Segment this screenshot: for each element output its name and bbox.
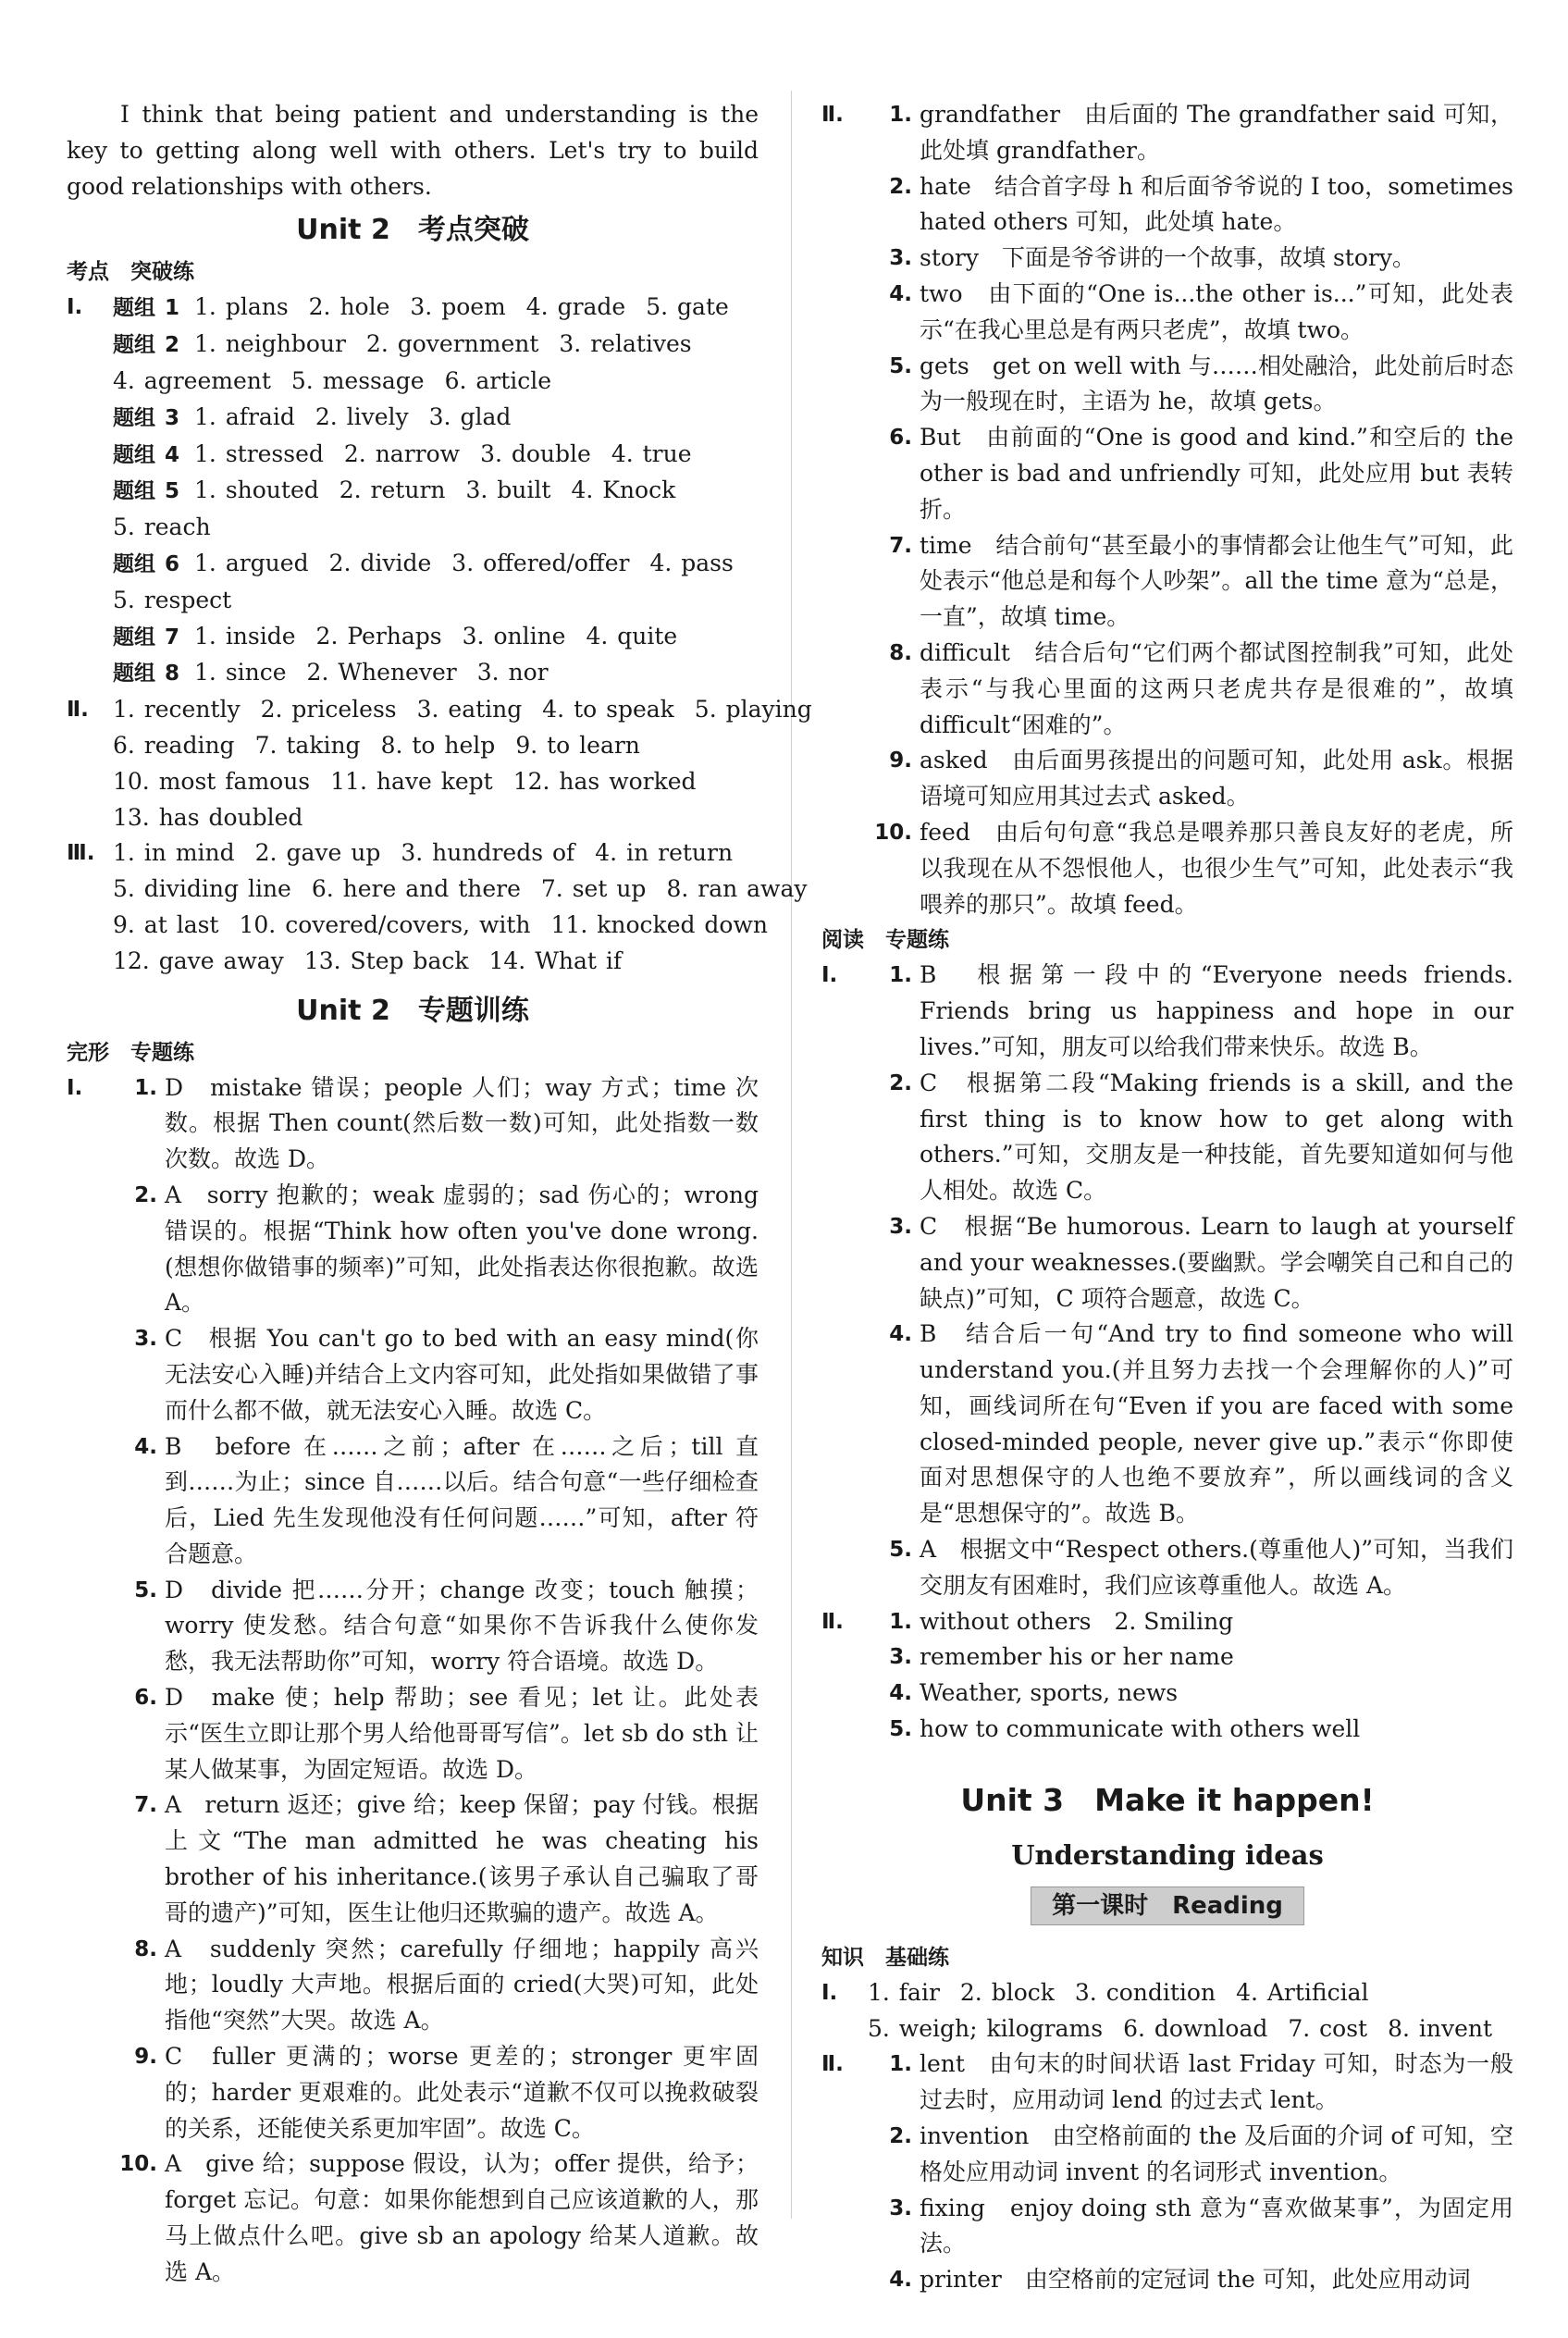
lesson-banner: 第一课时 Reading (1031, 1886, 1304, 1925)
section-kaodian: 考点 突破练 (67, 260, 194, 285)
answer-item: 3. nor (476, 659, 549, 687)
part3-line (67, 908, 768, 944)
group-line (67, 437, 759, 474)
answer-item: 2. government (365, 330, 539, 358)
fill-text: grandfather 由后面的 The grandfather said 可知，此处填 grandfather。 (920, 101, 1513, 164)
group-label: 题组 7 (113, 625, 180, 649)
group-line (67, 290, 759, 327)
answer-item: 14. What if (488, 946, 623, 974)
group-items (113, 400, 759, 437)
cloze-text: C 根据 You can't go to bed with an easy mind(你无法安心入睡)并结合上文内容可知，此处指如果做错了事而什么都不做，就无法安心入睡。故选 C。 (165, 1325, 759, 1424)
fill-text: time 结合前句“甚至最小的事情都会让他生气”可知，此处表示“他总是和每个人吵架”。all the time 意为“总是，一直”，故填 time。 (920, 531, 1513, 631)
fill-question (821, 815, 1513, 922)
cloze-text: D make 使；help 帮助；see 看见；let 让。此处表示“医生立即让那个男人给他哥哥写信”。let sb do sth 让某人做某事，为固定短语。故选 D。 (165, 1684, 759, 1783)
intro-paragraph: I think that being patient and understanding is the key to getting along well with others. Let's try to build good relationships with others. (67, 101, 759, 200)
cloze-label (67, 1788, 113, 1931)
part3-items (113, 944, 759, 980)
zs2-text: fixing enjoy doing sth 意为“喜欢做某事”，为固定用法。 (920, 2194, 1513, 2258)
cloze-text: A return 返还；give 给；keep 保留；pay 付钱。根据上文“The man admitted he was cheating his brother of his inheritance.(该男子承认自己骗取了哥哥的遗产)”可知，医生让他归还欺骗的遗产。故选 A。 (165, 1791, 759, 1926)
answer-item: 11. have kept (330, 767, 493, 795)
zs2-label (821, 2119, 868, 2191)
reading-number: 4. (889, 1322, 912, 1347)
zhishi-part2 (821, 2047, 1513, 2298)
answer-item: 3. online (462, 622, 566, 649)
part3-answers (67, 835, 808, 979)
group-items (113, 655, 759, 692)
reading2-question (821, 1712, 1513, 1748)
zs2-number: 2. (889, 2124, 912, 2149)
cloze-question (67, 1680, 759, 1788)
section-wanxing: 完形 专题练 (67, 1040, 194, 1065)
zs2-text: lent 由句末的时间状语 last Friday 可知，时态为一般过去时，应用动词 lend 的过去式 lent。 (920, 2050, 1513, 2114)
answer-item: 4. Artificial (1236, 1978, 1369, 2006)
zs2-number: 3. (889, 2196, 912, 2220)
part3-items (113, 835, 759, 872)
zs2-question (821, 2262, 1513, 2298)
fill-number: 5. (889, 353, 912, 378)
answer-item: 4. true (611, 439, 692, 467)
answer-item: 4. in return (595, 839, 734, 867)
group-line (67, 510, 759, 546)
cloze-number: 9. (134, 2045, 157, 2070)
fill-explanations (821, 97, 1513, 922)
group-label: 题组 1 (113, 296, 180, 321)
answer-item: 5. respect (113, 586, 232, 613)
fill-question (821, 420, 1513, 527)
cloze-label (67, 1932, 113, 2039)
answer-item: 1. since (194, 659, 287, 687)
zs1-label: Ⅰ. (821, 1980, 838, 2005)
zs1-line (821, 1975, 1513, 2011)
cloze-number: 10. (119, 2152, 157, 2177)
reading2-number: 5. (889, 1717, 912, 1742)
reading2-number: 1. (889, 1609, 912, 1634)
group-items (113, 473, 759, 510)
fill-text: asked 由后面男孩提出的问题可知，此处用 ask。根据语境可知应用其过去式 asked。 (920, 747, 1513, 810)
zs1-items (868, 1975, 1513, 2011)
fill-number: 7. (889, 533, 912, 558)
reading2-text: without others 2. Smiling (920, 1607, 1234, 1635)
zs2-label (821, 2262, 868, 2298)
answer-item: 5. dividing line (113, 875, 291, 903)
answer-item: 4. grade (525, 293, 626, 321)
answer-item: 2. divide (328, 549, 432, 576)
answer-item: 5. gate (646, 293, 729, 321)
answer-item: 7. taking (254, 731, 361, 759)
part2-items (113, 692, 833, 728)
part2-items (113, 728, 759, 764)
part-label (67, 510, 113, 546)
part2-label (67, 764, 113, 800)
part2-line (67, 728, 759, 764)
cloze-label (67, 2146, 113, 2290)
answer-item: 2. narrow (343, 439, 461, 467)
reading2-answers (821, 1604, 1513, 1748)
answer-item: 1. stressed (194, 439, 324, 467)
reading-label: Ⅰ. (821, 963, 838, 988)
group-line (67, 473, 759, 510)
part-label (67, 583, 113, 619)
answer-item: 1. in mind (113, 839, 235, 867)
reading2-question (821, 1604, 1513, 1640)
reading2-label (821, 1712, 868, 1748)
fill-text: story 下面是爷爷讲的一个故事，故填 story。 (920, 244, 1415, 272)
group-line (67, 619, 759, 656)
cloze-number: 7. (134, 1793, 157, 1818)
answer-item: 1. afraid (194, 402, 295, 430)
fill-question (821, 241, 1513, 277)
fill-text: gets get on well with 与……相处融洽，此处前后时态为一般现在时，主语为 he，故填 gets。 (920, 352, 1513, 415)
reading2-label: Ⅱ. (821, 1609, 844, 1634)
answer-item: 9. at last (113, 910, 219, 938)
cloze-label (67, 1680, 113, 1788)
answer-item: 6. download (1123, 2014, 1268, 2042)
answer-item: 9. to learn (515, 731, 640, 759)
part-label (67, 437, 113, 474)
answer-item: 3. condition (1074, 1978, 1216, 2006)
cloze-number: 8. (134, 1936, 157, 1961)
fill-label (821, 349, 868, 421)
group-line (67, 546, 759, 583)
reading2-question (821, 1639, 1513, 1676)
fill-number: 9. (889, 748, 912, 773)
fill-question (821, 277, 1513, 349)
part-label (67, 473, 113, 510)
fill-question (821, 636, 1513, 743)
fill-label (821, 420, 868, 527)
reading-number: 5. (889, 1538, 912, 1563)
group-items (113, 619, 759, 656)
answer-item: 1. plans (194, 293, 289, 321)
part2-items (113, 764, 759, 800)
fill-text: hate 结合首字母 h 和后面爷爷说的 I too，sometimes hated others 可知，此处填 hate。 (920, 172, 1513, 236)
cloze-question (67, 1429, 759, 1573)
part2-label: Ⅱ. (67, 698, 89, 723)
answer-item: 1. fair (868, 1978, 940, 2006)
zs2-text: printer 由空格前的定冠词 the 可知，此处应用动词 (920, 2266, 1471, 2294)
fill-label (821, 241, 868, 277)
cloze-label (67, 1573, 113, 1680)
answer-item: 12. gave away (113, 946, 284, 974)
answer-item: 6. here and there (311, 875, 521, 903)
zs2-number: 1. (889, 2052, 912, 2077)
fill-text: difficult 结合后句“它们两个都试图控制我”可知，此处表示“与我心里面的这两只老虎共存是很难的”，故填 difficult“困难的”。 (920, 638, 1513, 738)
part3-items (113, 872, 827, 908)
section-yuedu: 阅读 专题练 (821, 928, 949, 953)
reading-label (821, 1532, 868, 1604)
fill-text: But 由前面的“One is good and kind.”和空后的 the other is bad and unfriendly 可知，此处应用 but 表转折。 (920, 424, 1513, 523)
answer-item: 3. hundreds of (401, 839, 575, 867)
reading-question (821, 1209, 1513, 1317)
answer-item: 3. relatives (559, 330, 692, 358)
answer-item: 1. shouted (194, 476, 319, 504)
part3-label: Ⅲ. (67, 841, 95, 866)
cloze-question (67, 2039, 759, 2146)
part3-label (67, 872, 113, 908)
fill-number: 1. (889, 103, 912, 127)
part-label: Ⅰ. (67, 295, 83, 320)
answer-item: 2. block (959, 1978, 1055, 2006)
reading2-text: how to communicate with others well (920, 1715, 1361, 1743)
cloze-question (67, 1932, 759, 2039)
group-line (67, 327, 759, 364)
zs2-label: Ⅱ. (821, 2052, 844, 2077)
fill-number: 4. (889, 281, 912, 306)
reading-question (821, 958, 1513, 1065)
part-label (67, 546, 113, 583)
part3-label (67, 944, 113, 980)
answer-item: 3. glad (428, 402, 512, 430)
fill-number: 3. (889, 246, 912, 271)
group-items (113, 583, 759, 619)
cloze-number: 6. (134, 1686, 157, 1711)
part2-line (67, 764, 759, 800)
answer-item: 7. cost (1288, 2014, 1368, 2042)
zs2-question (821, 2191, 1513, 2263)
group-items (113, 290, 759, 327)
part2-answers (67, 692, 812, 835)
cloze-label (67, 1178, 113, 1321)
group-label: 题组 3 (113, 405, 180, 430)
answer-item: 3. offered/offer (451, 549, 630, 576)
cloze-label (67, 1321, 113, 1429)
group-label: 题组 6 (113, 551, 180, 576)
part3-line (67, 872, 808, 908)
cloze-label (67, 2039, 113, 2146)
zs2-text: invention 由空格前面的 the 及后面的介词 of 可知，空格处应用动词 invent 的名词形式 invention。 (920, 2122, 1513, 2185)
group-line (67, 400, 759, 437)
answer-item: 1. inside (194, 622, 296, 649)
cloze-question (67, 1321, 759, 1429)
answer-item: 11. knocked down (550, 910, 768, 938)
fill-question (821, 349, 1513, 421)
answer-item: 3. poem (410, 293, 506, 321)
group-line (67, 583, 759, 619)
fill-label (821, 743, 868, 815)
cloze-question (67, 1788, 759, 1931)
answer-item: 2. lively (315, 402, 409, 430)
fill-question (821, 169, 1513, 241)
zs2-question (821, 2047, 1513, 2119)
part2-line (67, 800, 759, 836)
group-line (67, 364, 759, 400)
reading-number: 3. (889, 1214, 912, 1239)
reading2-number: 3. (889, 1645, 912, 1670)
answer-item: 4. to speak (542, 696, 674, 724)
answer-item: 2. hole (308, 293, 390, 321)
answer-item: 5. reach (113, 513, 211, 541)
part2-label (67, 728, 113, 764)
reading-label (821, 1066, 868, 1209)
reading2-label (821, 1676, 868, 1712)
answer-item: 5. weigh; kilograms (868, 2014, 1104, 2042)
reading2-text: Weather, sports, news (920, 1679, 1179, 1707)
part3-label (67, 908, 113, 944)
answer-item: 6. article (444, 366, 552, 394)
unit2-kaodian-title: Unit 2 考点突破 (296, 214, 529, 247)
cloze-number: 2. (134, 1182, 157, 1207)
cloze-label: Ⅰ. (67, 1075, 83, 1100)
answer-item: 12. has worked (512, 767, 697, 795)
fill-text: two 由下面的“One is...the other is...”可知，此处表示“在我心里总是有两只老虎”，故填 two。 (920, 279, 1513, 343)
fill-question (821, 97, 1513, 169)
fill-text: feed 由后句句意“我总是喂养那只善良友好的老虎，所以我现在从不怨恨他人，也很少生气”可知，此处表示“我喂养的那只”。故填 feed。 (920, 818, 1513, 918)
answer-item: 2. priceless (260, 696, 397, 724)
zs1-line (821, 2011, 1513, 2047)
reading-number: 2. (889, 1070, 912, 1095)
answer-item: 3. eating (416, 696, 523, 724)
fill-label (821, 528, 868, 636)
cloze-text: D divide 把……分开；change 改变；touch 触摸；worry 使发愁。结合句意“如果你不告诉我什么使你发愁，我无法帮助你”可知，worry 符合语境。故选 D。 (165, 1576, 759, 1676)
cloze-text: A give 给；suppose 假设，认为；offer 提供，给予；forget 忘记。句意：如果你能想到自己应该道歉的人，那马上做点什么吧。give sb an apology 给某人道歉。故选 A。 (165, 2150, 759, 2285)
unit2-zhuanti-title: Unit 2 专题训练 (296, 994, 529, 1027)
fill-number: 10. (874, 820, 912, 845)
answer-item: 8. invent (1388, 2014, 1493, 2042)
cloze-text: A suddenly 突然；carefully 仔细地；happily 高兴地；loudly 大声地。根据后面的 cried(大哭)可知，此处指他“突然”大哭。故选 A。 (165, 1935, 759, 2035)
part-label (67, 400, 113, 437)
part2-label (67, 800, 113, 836)
answer-item: 4. Knock (571, 476, 676, 504)
fill-label: Ⅱ. (821, 103, 844, 127)
reading2-number: 4. (889, 1681, 912, 1706)
answer-item: 13. has doubled (113, 803, 303, 831)
part-label (67, 364, 113, 400)
section-zhishi: 知识 基础练 (821, 1945, 949, 1970)
reading-number: 1. (889, 963, 912, 988)
zhishi-part1 (821, 1975, 1513, 2047)
group-label: 题组 5 (113, 479, 180, 504)
answer-item: 2. Whenever (306, 659, 457, 687)
answer-item: 2. Perhaps (315, 622, 442, 649)
reading2-question (821, 1676, 1513, 1712)
cloze-label (67, 1429, 113, 1573)
answer-item: 1. argued (194, 549, 309, 576)
reading-label (821, 1317, 868, 1532)
answer-item: 3. built (465, 476, 551, 504)
group-label: 题组 2 (113, 333, 180, 358)
reading-explanations (821, 958, 1513, 1603)
part-label (67, 619, 113, 656)
answer-item: 4. agreement (113, 366, 271, 394)
answer-item: 2. return (339, 476, 446, 504)
part3-line (67, 835, 759, 872)
answer-item: 7. set up (540, 875, 647, 903)
fill-number: 8. (889, 640, 912, 665)
reading-question (821, 1066, 1513, 1209)
part-label (67, 327, 113, 364)
fill-label (821, 169, 868, 241)
fill-label (821, 277, 868, 349)
answer-item: 8. to help (380, 731, 496, 759)
cloze-text: C fuller 更满的；worse 更差的；stronger 更牢固的；harder 更艰难的。此处表示“道歉不仅可以挽救破裂的关系，还能使关系更加牢固”。故选 C。 (165, 2043, 759, 2142)
zs2-question (821, 2119, 1513, 2191)
group-items (113, 364, 759, 400)
cloze-question (67, 1070, 759, 1178)
answer-item: 5. playing (694, 696, 812, 724)
group-label: 题组 8 (113, 662, 180, 687)
cloze-text: D mistake 错误；people 人们；way 方式；time 次数。根据 Then count(然后数一数)可知，此处指数一数次数。故选 D。 (165, 1073, 759, 1173)
reading-label (821, 1209, 868, 1317)
answer-item: 1. neighbour (194, 330, 346, 358)
group-line (67, 655, 759, 692)
answer-item: 6. reading (113, 731, 235, 759)
fill-label (821, 636, 868, 743)
reading-text: B 结合后一句“And try to find someone who will understand you.(并且努力去找一个会理解你的人)”可知，画线词所在句“Even if you are faced with some closed-minded people, never give up.”表示“你即使面对思想保守的人也绝不要放弃”，所以画线词的含义是“思想保守的”。故选 B。 (920, 1320, 1513, 1528)
reading-text: B 根据第一段中的“Everyone needs friends. Friends bring us happiness and hope in our lives.”可知，朋友可以给我们带来快乐。故选 B。 (920, 961, 1513, 1060)
group-label: 题组 4 (113, 442, 180, 467)
fill-question (821, 528, 1513, 636)
fill-number: 2. (889, 174, 912, 199)
answer-item: 1. recently (113, 696, 241, 724)
cloze-number: 5. (134, 1577, 157, 1602)
unit3-title: Unit 3 Make it happen! (960, 1781, 1375, 1818)
zs2-label (821, 2191, 868, 2263)
part-label (67, 655, 113, 692)
fill-question (821, 743, 1513, 815)
fill-number: 6. (889, 426, 912, 451)
cloze-number: 4. (134, 1434, 157, 1459)
zs1-items (868, 2011, 1513, 2047)
reading2-label (821, 1639, 868, 1676)
answer-item: 2. gave up (254, 839, 381, 867)
reading-text: C 根据“Be humorous. Learn to laugh at yourself and your weaknesses.(要幽默。学会嘲笑自己和自己的缺点)”可知，C 项符合题意，故选 C。 (920, 1212, 1513, 1312)
fill-label (821, 815, 868, 922)
cloze-number: 3. (134, 1327, 157, 1352)
kaodian-groups (67, 290, 759, 692)
column-divider (791, 91, 792, 2219)
answer-item: 4. quite (586, 622, 678, 649)
part3-items (113, 908, 788, 944)
group-items (113, 437, 759, 474)
part2-items (113, 800, 759, 836)
cloze-text: A sorry 抱歉的；weak 虚弱的；sad 伤心的；wrong 错误的。根据“Think how often you've done wrong.(想想你做错事的频率)”可知，此处指表达你很抱歉。故选 A。 (165, 1181, 759, 1317)
answer-item: 4. pass (649, 549, 734, 576)
zs2-number: 4. (889, 2268, 912, 2293)
answer-item: 3. double (480, 439, 591, 467)
group-items (113, 327, 759, 364)
zs1-label (821, 2011, 868, 2047)
cloze-explanations (67, 1070, 759, 2291)
cloze-question (67, 2146, 759, 2290)
left-column (67, 97, 812, 2291)
answer-item: 5. message (290, 366, 425, 394)
group-items (113, 510, 759, 546)
understanding-ideas-title: Understanding ideas (1011, 1838, 1324, 1871)
answer-item: 8. ran away (666, 875, 808, 903)
answer-item: 13. Step back (303, 946, 469, 974)
reading-text: A 根据文中“Respect others.(尊重他人)”可知，当我们交朋友有困难时，我们应该尊重他人。故选 A。 (920, 1536, 1513, 1599)
cloze-question (67, 1573, 759, 1680)
reading2-text: remember his or her name (920, 1643, 1234, 1671)
part3-line (67, 944, 759, 980)
cloze-question (67, 1178, 759, 1321)
part2-line (67, 692, 812, 728)
right-column (821, 97, 1513, 2298)
answer-item: 10. covered/covers, with (239, 910, 531, 938)
reading-question (821, 1317, 1513, 1532)
cloze-number: 1. (134, 1075, 157, 1100)
cloze-text: B before 在……之前；after 在……之后；till 直到……为止；since 自……以后。结合句意“一些仔细检查后，Lied 先生发现他没有任何问题……”可知，after 符合题意。 (165, 1432, 759, 1567)
answer-item: 10. most famous (113, 767, 311, 795)
reading-text: C 根据第二段“Making friends is a skill, and the first thing is to know how to get along with others.”可知，交朋友是一种技能，首先要知道如何与他人相处。故选 C。 (920, 1069, 1513, 1205)
group-items (113, 546, 759, 583)
reading-question (821, 1532, 1513, 1604)
